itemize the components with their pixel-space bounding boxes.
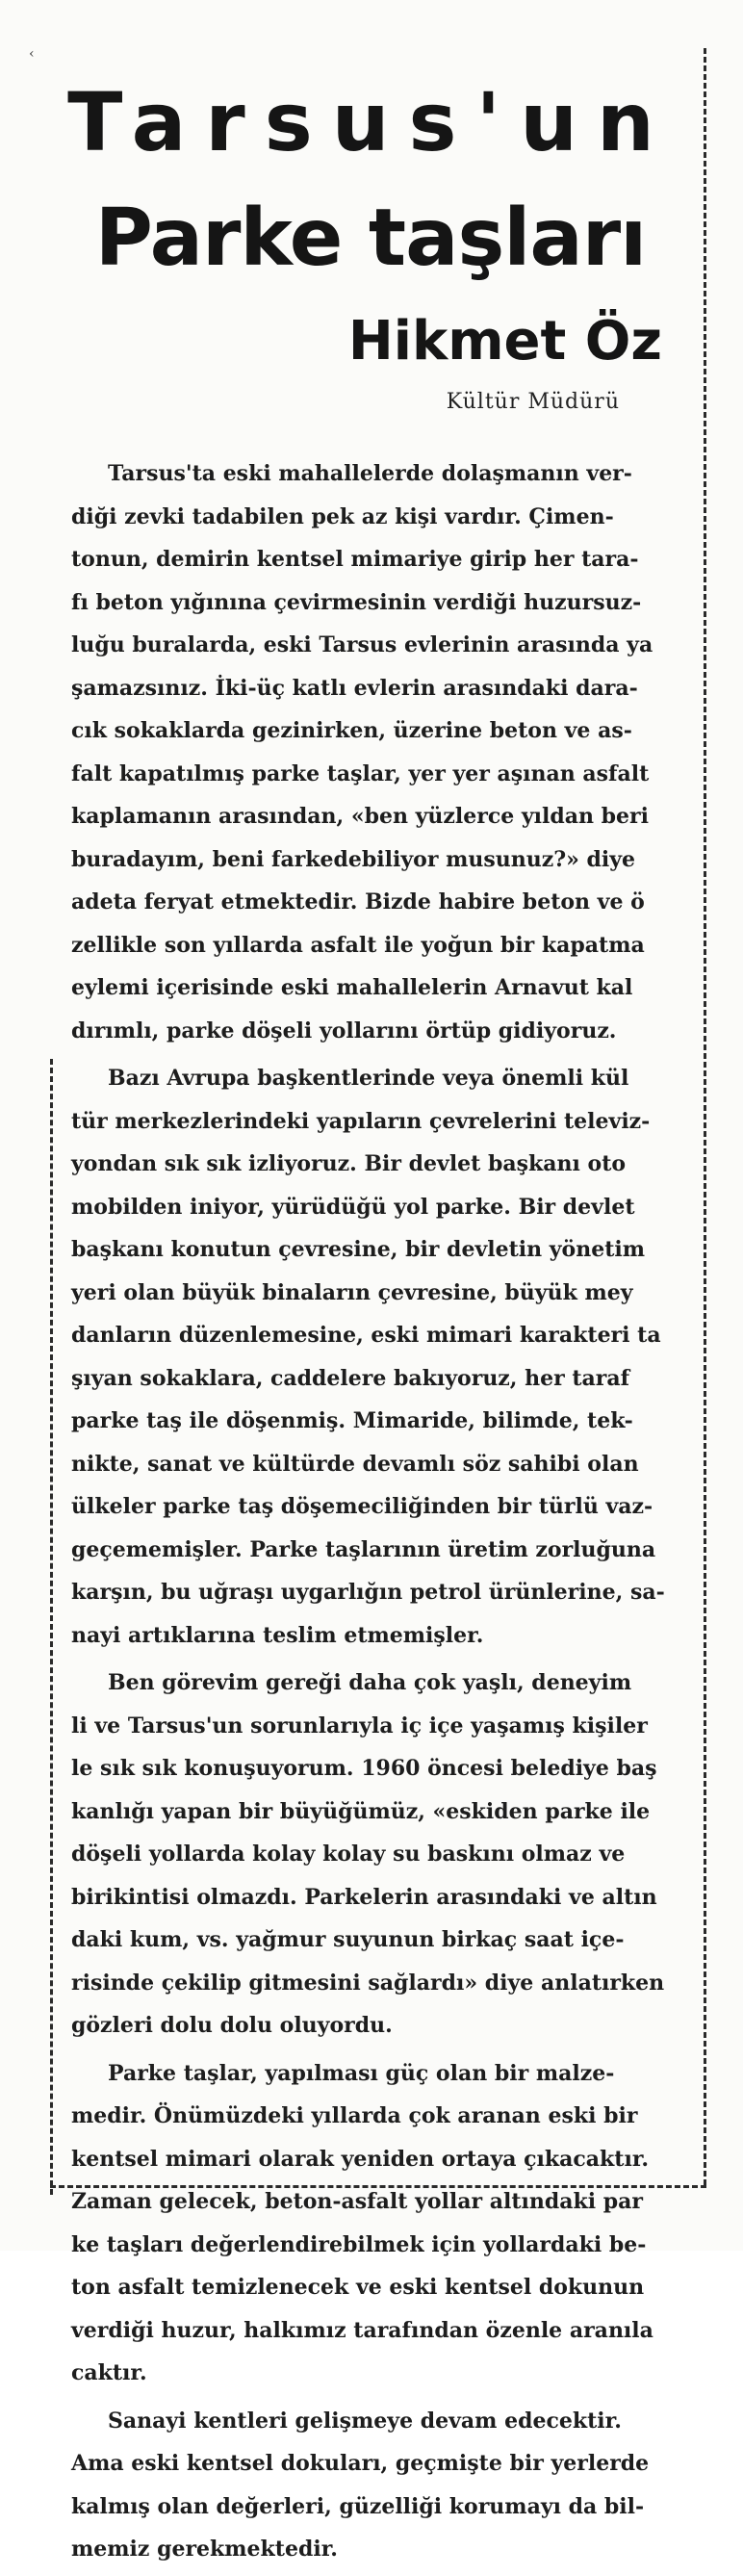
article-body [71, 452, 693, 2576]
text-line: li ve Tarsus'un sorunlarıyla iç içe yaşamış kişiler [71, 1713, 648, 1739]
headline-line-1: Tarsus'un [67, 75, 674, 169]
text-line: Sanayi kentleri gelişmeye devam edecektir. [108, 2408, 622, 2434]
article-paragraph [71, 2052, 693, 2395]
text-line: buradayım, beni farkedebiliyor musunuz?» diye [71, 846, 636, 872]
corner-mark: ‹ [29, 46, 35, 62]
text-line: caktır. [71, 2360, 147, 2385]
text-line: yeri olan büyük binaların çevresine, büyük mey [71, 1279, 633, 1305]
text-line: Zaman gelecek, beton-asfalt yollar altındaki par [71, 2189, 643, 2214]
text-line: diği zevki tadabilen pek az kişi vardır. Çimen- [71, 503, 614, 529]
text-line: le sık sık konuşuyorum. 1960 öncesi belediye baş [71, 1756, 657, 1781]
text-line: ke taşları değerlendirebilmek için yollardaki be- [71, 2231, 647, 2257]
text-line: Parke taşlar, yapılması güç olan bir malze- [108, 2060, 615, 2086]
text-line: şamazsınız. İki-üç katlı evlerin arasındaki dara- [71, 675, 638, 701]
text-line: tonun, demirin kentsel mimariye girip her tara- [71, 547, 639, 572]
text-line: luğu buralarda, eski Tarsus evlerinin arasında ya [71, 632, 653, 657]
text-line: Ama eski kentsel dokuları, geçmişte bir yerlerde [71, 2451, 650, 2476]
text-line: dırımlı, parke döşeli yollarını örtüp gidiyoruz. [71, 1018, 617, 1043]
text-line: danların düzenlemesine, eski mimari karakteri ta [71, 1323, 661, 1348]
author-role: Kültür Müdürü [446, 390, 620, 414]
text-line: adeta feryat etmektedir. Bizde habire beton ve ö [71, 889, 645, 914]
text-line: Ben görevim gereği daha çok yaşlı, deneyim [108, 1670, 632, 1695]
text-line: kaplamanın arasından, «ben yüzlerce yıldan beri [71, 804, 649, 829]
text-line: karşın, bu uğraşı uygarlığın petrol ürünlerine, sa- [71, 1580, 665, 1605]
text-line: başkanı konutun çevresine, bir devletin yönetim [71, 1237, 645, 1262]
text-line: daki kum, vs. yağmur suyunun birkaç saat içe- [71, 1927, 625, 1952]
text-line: verdiği huzur, halkımız tarafından özenle aranıla [71, 2317, 653, 2343]
text-line: gözleri dolu dolu oluyordu. [71, 2013, 393, 2038]
article-paragraph [71, 1662, 693, 2048]
text-line: kanlığı yapan bir büyüğümüz, «eskiden parke ile [71, 1798, 651, 1824]
text-line: eylemi içerisinde eski mahallelerin Arnavut kal [71, 975, 633, 1000]
text-line: nikte, sanat ve kültürde devamlı söz sahibi olan [71, 1451, 639, 1477]
article-paragraph [71, 1057, 693, 1657]
text-line: Bazı Avrupa başkentlerinde veya önemli kül [108, 1066, 629, 1091]
cut-border-right [704, 48, 706, 2185]
text-line: kalmış olan değerleri, güzelliği korumayı da bil- [71, 2493, 645, 2519]
cut-border-left [50, 1059, 53, 2195]
article-paragraph [71, 452, 693, 1052]
text-line: medir. Önümüzdeki yıllarda çok aranan eski bir [71, 2103, 638, 2128]
text-line: risinde çekilip gitmesini sağlardı» diye anlatırken [71, 1970, 665, 1996]
text-line: döşeli yollarda kolay kolay su baskını olmaz ve [71, 1842, 626, 1867]
text-line: nayi artıklarına teslim etmemişler. [71, 1622, 484, 1648]
text-line: fı beton yığınına çevirmesinin verdiği huzursuz- [71, 589, 642, 615]
text-line: birikintisi olmazdı. Parkelerin arasındaki ve altın [71, 1884, 657, 1910]
text-line: şıyan sokaklara, caddelere bakıyoruz, her taraf [71, 1365, 630, 1391]
text-line: zellikle son yıllarda asfalt ile yoğun bir kapatma [71, 932, 645, 958]
headline-line-2: Parke taşları [94, 193, 647, 284]
author-name: Hikmet Öz [347, 310, 662, 373]
text-line: ton asfalt temizlenecek ve eski kentsel dokunun [71, 2275, 645, 2300]
text-line: kentsel mimari olarak yeniden ortaya çıkacaktır. [71, 2146, 650, 2172]
text-line: mobilden iniyor, yürüdüğü yol parke. Bir devlet [71, 1194, 635, 1220]
text-line: geçememişler. Parke taşlarının üretim zorluğuna [71, 1536, 656, 1562]
text-line: Tarsus'ta eski mahallelerde dolaşmanın ver- [108, 461, 632, 486]
text-line: cık sokaklarda gezinirken, üzerine beton ve as- [71, 718, 632, 743]
text-line: yondan sık sık izliyoruz. Bir devlet başkanı oto [71, 1151, 627, 1176]
text-line: memiz gerekmektedir. [71, 2537, 338, 2562]
text-line: falt kapatılmış parke taşlar, yer yer aşınan asfalt [71, 760, 650, 786]
article-paragraph [71, 2400, 693, 2571]
text-line: tür merkezlerindeki yapıların çevrelerini televiz- [71, 1108, 651, 1134]
text-line: parke taş ile döşenmiş. Mimaride, bilimde, tek- [71, 1408, 633, 1433]
text-line: ülkeler parke taş döşemeciliğinden bir türlü vaz- [71, 1494, 653, 1519]
